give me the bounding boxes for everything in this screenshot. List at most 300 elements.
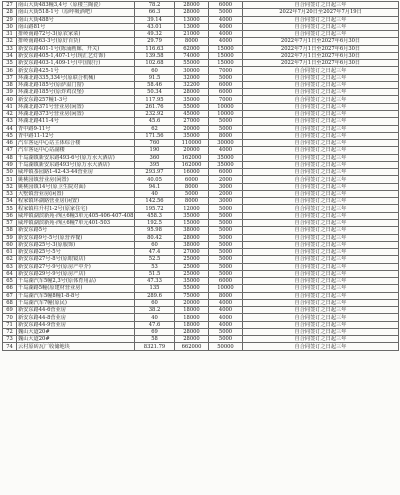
address-cell: 青中路9-11号 [17,125,135,132]
deposit-cell: 4000 [209,147,243,154]
row-number-cell: 58 [3,227,17,234]
address-cell: 威坪镇茶园路1-42-43-44营业房 [17,169,135,176]
starting-price-cell: 162000 [175,154,209,161]
address-cell: 环湖北路335,334号(原联合机械) [17,74,135,81]
starting-price-cell: 25000 [175,270,209,277]
table-row [3,307,399,314]
address-cell: 千岛湖汽车5幢8幢1-8-8号 [17,292,135,299]
lease-term-cell: 自合同签订之日起三年 [243,198,399,205]
address-cell: 汽车客运中心站副楼 [17,147,135,154]
row-number-cell: 53 [3,190,17,197]
table-row [3,31,399,38]
area-cell: 29.79 [135,38,175,45]
area-cell: 293.97 [135,169,175,176]
lease-term-cell: 自合同签订之日起三年 [243,249,399,256]
starting-price-cell: 13000 [175,23,209,30]
area-cell: 45.6 [135,118,175,125]
table-row [3,270,399,277]
area-cell: 47.33 [135,278,175,285]
row-number-cell: 56 [3,212,17,219]
table-row [3,161,399,168]
address-cell: 千岛湖汽车7幢(原民) [17,299,135,306]
deposit-cell: 5000 [209,336,243,343]
address-cell: 新安东路425-1号 [17,67,135,74]
starting-price-cell: 62000 [175,45,209,52]
starting-price-cell: 35000 [175,278,209,285]
deposit-cell: 5000 [209,328,243,335]
address-cell: 汽车客运中心站主体综合楼 [17,140,135,147]
deposit-cell: 5000 [209,256,243,263]
lease-term-cell: 自合同签订之日起三年 [243,125,399,132]
address-cell: 新安东路27号-8号(原眼镜店) [17,256,135,263]
area-cell: 40 [135,190,175,197]
table-row [3,212,399,219]
starting-price-cell: 32200 [175,81,209,88]
address-cell: 大墅镇营业房(闲置) [17,190,135,197]
table-row [3,2,399,9]
address-cell: 环湖北路185号(原炸鸡汉堡) [17,89,135,96]
lease-term-cell: 自合同签订之日起三年 [243,147,399,154]
table-row [3,110,399,117]
lease-term-cell: 自合同签订之日起三年 [243,256,399,263]
starting-price-cell: 38000 [175,227,209,234]
lease-term-cell: 自合同签订之日起三年 [243,299,399,306]
row-number-cell: 72 [3,328,17,335]
address-cell: 南山大街518-1号（原呼吸酒吧） [17,9,135,16]
row-number-cell: 33 [3,45,17,52]
deposit-cell: 6000 [209,89,243,96]
deposit-cell: 5000 [209,249,243,256]
starting-price-cell: 28000 [175,9,209,16]
deposit-cell: 4000 [209,321,243,328]
lease-term-cell: 2022年7月1日至2027年6月30日 [243,38,399,45]
starting-price-cell: 28000 [175,336,209,343]
deposit-cell: 4000 [209,23,243,30]
area-cell: 39.14 [135,16,175,23]
starting-price-cell: 110000 [175,140,209,147]
deposit-cell: 5000 [209,74,243,81]
lease-term-cell: 自合同签订之日起三年 [243,263,399,270]
deposit-cell: 4000 [209,38,243,45]
area-cell: 38.2 [135,307,175,314]
area-cell: 60 [135,241,175,248]
area-cell: 49.32 [135,31,175,38]
address-cell: 新安东路401-1号(陈涌画廊、开关) [17,45,135,52]
deposit-cell: 4000 [209,16,243,23]
table-row [3,81,399,88]
row-number-cell: 42 [3,110,17,117]
address-cell: 环湖北路373号营业房(闲置) [17,110,135,117]
row-number-cell: 61 [3,249,17,256]
lease-term-cell: 2022年7月1日至2027年6月30日 [243,52,399,59]
table-row [3,96,399,103]
area-cell: 53 [135,263,175,270]
starting-price-cell: 30000 [175,67,209,74]
lease-term-cell: 自合同签订之日起三年 [243,212,399,219]
starting-price-cell: 35000 [175,132,209,139]
deposit-cell: 4000 [209,307,243,314]
starting-price-cell: 12000 [175,205,209,212]
starting-price-cell: 45000 [175,110,209,117]
area-cell: 102.68 [135,60,175,67]
row-number-cell: 43 [3,118,17,125]
lease-term-cell: 自合同签订之日起三年 [243,307,399,314]
starting-price-cell: 35000 [175,96,209,103]
address-cell: 魏山大道20# [17,336,135,343]
address-cell: 千岛湖汽车5幢2,3号(原体育用品) [17,278,135,285]
lease-term-cell: 自合同签订之日起三年 [243,2,399,9]
starting-price-cell: 662000 [175,343,209,350]
row-number-cell: 37 [3,74,17,81]
row-number-cell: 28 [3,9,17,16]
starting-price-cell: 18000 [175,314,209,321]
area-cell: 142.56 [135,198,175,205]
starting-price-cell: 8000 [175,183,209,190]
row-number-cell: 48 [3,154,17,161]
table-row [3,89,399,96]
starting-price-cell: 162000 [175,161,209,168]
deposit-cell: 5000 [209,219,243,226]
address-cell: 新安东路25号-5号 [17,249,135,256]
row-number-cell: 27 [3,2,17,9]
row-number-cell: 64 [3,270,17,277]
row-number-cell: 51 [3,176,17,183]
address-cell: 新安东路403-1,409-1号(中国银行) [17,60,135,67]
address-cell: 新安东路44-9营业房 [17,321,135,328]
row-number-cell: 30 [3,23,17,30]
deposit-cell: 4000 [209,31,243,38]
area-cell: 95.98 [135,227,175,234]
address-cell: 南山大街483幢3,4号（原楼兰陶瓷） [17,2,135,9]
lease-term-cell: 自合同签订之日起三年 [243,336,399,343]
address-cell: 姚桃园镇营业房(闲置) [17,176,135,183]
starting-price-cell: 20000 [175,125,209,132]
row-number-cell: 73 [3,336,17,343]
area-cell: 58 [135,336,175,343]
deposit-cell: 35000 [209,154,243,161]
lease-term-cell: 自合同签订之日起三年 [243,161,399,168]
area-cell: 135 [135,285,175,292]
starting-price-cell: 55000 [175,285,209,292]
area-cell: 80.42 [135,234,175,241]
table-row [3,169,399,176]
deposit-cell: 3000 [209,198,243,205]
address-cell: 魏山大道20# [17,328,135,335]
table-row [3,45,399,52]
row-number-cell: 49 [3,161,17,168]
table-row [3,147,399,154]
lease-term-cell: 自合同签订之日起三年 [243,234,399,241]
lease-term-cell: 自合同签订之日起三年 [243,227,399,234]
deposit-cell: 5000 [209,9,243,16]
area-cell: 261.76 [135,103,175,110]
deposit-cell: 10000 [209,103,243,110]
row-number-cell: 29 [3,16,17,23]
row-number-cell: 60 [3,241,17,248]
property-rental-table [2,1,399,351]
lease-term-cell: 自合同签订之日起三年 [243,16,399,23]
table-body [3,2,399,351]
lease-term-cell: 自合同签订之日起三年 [243,219,399,226]
deposit-cell: 2000 [209,190,243,197]
address-cell: 新安东路27号-9号(原房产中介) [17,263,135,270]
row-number-cell: 32 [3,38,17,45]
table-row [3,249,399,256]
starting-price-cell: 32000 [175,74,209,81]
starting-price-cell: 25000 [175,256,209,263]
area-cell: 40.05 [135,176,175,183]
area-cell: 192.5 [135,219,175,226]
starting-price-cell: 75000 [175,292,209,299]
table-row [3,38,399,45]
table-row [3,60,399,67]
area-cell: 458.3 [135,212,175,219]
deposit-cell: 35000 [209,161,243,168]
area-cell: 395 [135,161,175,168]
area-cell: 62 [135,125,175,132]
deposit-cell: 6000 [209,278,243,285]
deposit-cell: 8000 [209,292,243,299]
lease-term-cell: 自合同签订之日起三年 [243,292,399,299]
lease-term-cell: 自合同签订之日起三年 [243,285,399,292]
starting-price-cell: 6000 [175,176,209,183]
row-number-cell: 39 [3,89,17,96]
area-cell: 360 [135,154,175,161]
area-cell: 52.5 [135,256,175,263]
area-cell: 139.58 [135,52,175,59]
table-row [3,103,399,110]
table-row [3,299,399,306]
deposit-cell: 50000 [209,343,243,350]
deposit-cell: 2000 [209,176,243,183]
address-cell: 南山路81号 [17,23,135,30]
row-number-cell: 31 [3,31,17,38]
lease-term-cell: 自合同签订之日起三年 [243,343,399,350]
lease-term-cell: 自合同签订之日起三年 [243,110,399,117]
deposit-cell: 5000 [209,234,243,241]
row-number-cell: 40 [3,96,17,103]
deposit-cell: 5000 [209,263,243,270]
lease-term-cell: 自合同签订之日起三年 [243,278,399,285]
area-cell: 40 [135,314,175,321]
area-cell: 94.1 [135,183,175,190]
table-row [3,140,399,147]
row-number-cell: 52 [3,183,17,190]
area-cell: 47.6 [135,321,175,328]
table-row [3,263,399,270]
address-cell: 新安东路29号-9号(原房产店) [17,270,135,277]
starting-price-cell: 27000 [175,249,209,256]
row-number-cell: 34 [3,52,17,59]
lease-term-cell: 自合同签订之日起三年 [243,23,399,30]
address-cell: 新安东路405-1,407-1号(现汇艺灯饰) [17,52,135,59]
table-row [3,292,399,299]
table-row [3,118,399,125]
deposit-cell: 5000 [209,241,243,248]
deposit-cell: 30000 [209,140,243,147]
lease-term-cell: 自合同签订之日起三年 [243,89,399,96]
table-row [3,183,399,190]
lease-term-cell: 2022年7月20日至2027年7月19日 [243,9,399,16]
row-number-cell: 62 [3,256,17,263]
area-cell: 58.46 [135,81,175,88]
address-cell: 姚桃园镇14号(原卫生院对面) [17,183,135,190]
starting-price-cell: 20000 [175,147,209,154]
lease-term-cell: 自合同签订之日起三年 [243,176,399,183]
lease-term-cell: 自合同签订之日起三年 [243,205,399,212]
area-cell: 51.5 [135,270,175,277]
table-row [3,9,399,16]
lease-term-cell: 自合同签订之日起三年 [243,132,399,139]
deposit-cell: 10000 [209,285,243,292]
address-cell: 威坪镇湖滨新苑·西区6幢3单元405-406-407-408 [18,212,134,219]
row-number-cell: 36 [3,67,17,74]
row-number-cell: 71 [3,321,17,328]
row-number-cell: 70 [3,314,17,321]
address-cell: 千岛湖镇新安东路493号(原万水大酒店) [17,161,135,168]
deposit-cell: 5000 [209,270,243,277]
starting-price-cell: 15000 [175,219,209,226]
lease-term-cell: 自合同签订之日起三年 [243,270,399,277]
table-row [3,336,399,343]
lease-term-cell: 自合同签订之日起三年 [243,154,399,161]
area-cell: 60 [135,299,175,306]
row-number-cell: 65 [3,278,17,285]
lease-term-cell: 自合同签订之日起三年 [243,118,399,125]
area-cell: 195.72 [135,205,175,212]
lease-term-cell: 自合同签订之日起三年 [243,31,399,38]
area-cell: 760 [135,140,175,147]
table-row [3,198,399,205]
deposit-cell: 15000 [209,45,243,52]
starting-price-cell: 28000 [175,234,209,241]
area-cell: 60 [135,67,175,74]
lease-term-cell: 自合同签订之日起三年 [243,140,399,147]
address-cell: 青中路11-12号 [17,132,135,139]
starting-price-cell: 5000 [175,190,209,197]
lease-term-cell: 自合同签订之日起三年 [243,74,399,81]
starting-price-cell: 28000 [175,89,209,96]
area-cell: 8321.79 [135,343,175,350]
table-row [3,328,399,335]
table-row [3,190,399,197]
lease-term-cell: 自合同签订之日起三年 [243,96,399,103]
starting-price-cell: 25000 [175,263,209,270]
row-number-cell: 68 [3,299,17,306]
deposit-cell: 6000 [209,169,243,176]
row-number-cell: 54 [3,198,17,205]
area-cell: 116.63 [135,45,175,52]
deposit-cell: 6000 [209,2,243,9]
address-cell: 新安东路44-8营业房 [17,314,135,321]
lease-term-cell: 自合同签订之日起三年 [243,67,399,74]
table-row [3,52,399,59]
lease-term-cell: 2022年7月1日至2027年6月30日 [243,45,399,52]
address-cell: 新安东路9号-5号(原营养餐) [17,234,135,241]
starting-price-cell: 55000 [175,60,209,67]
address-cell: 新安东路44-6营业房 [17,307,135,314]
starting-price-cell: 74000 [175,52,209,59]
address-cell: 南山大街488号 [17,16,135,23]
lease-term-cell: 2022年7月1日至2027年6月30日 [243,60,399,67]
table-row [3,23,399,30]
row-number-cell: 57 [3,219,17,226]
area-cell: 289.6 [135,292,175,299]
starting-price-cell: 18000 [175,321,209,328]
table-row [3,241,399,248]
address-cell: 新安东路5号 [17,227,135,234]
starting-price-cell: 8000 [175,198,209,205]
table-row [3,125,399,132]
address-cell: 千岛湖镇新安东路493-6号(原万水大酒店) [17,154,135,161]
address-cell: 环湖北路371号营业房(闲置) [17,103,135,110]
address-cell: 云村原砖瓦厂收储地块 [17,343,135,350]
table-row [3,314,399,321]
row-number-cell: 35 [3,60,17,67]
table-row [3,205,399,212]
area-cell: 66.3 [135,9,175,16]
area-cell: 50.34 [135,89,175,96]
lease-term-cell: 自合同签订之日起三年 [243,169,399,176]
deposit-cell: 15000 [209,52,243,59]
table-row [3,256,399,263]
row-number-cell: 63 [3,263,17,270]
row-number-cell: 44 [3,125,17,132]
starting-price-cell: 38000 [175,241,209,248]
area-cell: 91.5 [135,74,175,81]
area-cell: 171.56 [135,132,175,139]
deposit-cell: 7000 [209,96,243,103]
deposit-cell: 4000 [209,314,243,321]
table-row [3,285,399,292]
address-cell: 程家镇环湖路营业房(闲置) [17,198,135,205]
deposit-cell: 5000 [209,227,243,234]
area-cell: 47.4 [135,249,175,256]
deposit-cell: 5000 [209,125,243,132]
address-cell: 威坪镇湖滨新苑·西区6幢7单元401-503 [17,219,135,226]
area-cell: 43.01 [135,23,175,30]
address-cell: 排岭南路63-3号(原好百货) [17,38,135,45]
table-row [3,67,399,74]
area-cell: 190 [135,147,175,154]
lease-term-cell: 自合同签订之日起三年 [243,190,399,197]
area-cell: 232.92 [135,110,175,117]
row-number-cell: 50 [3,169,17,176]
deposit-cell: 4000 [209,299,243,306]
address-cell: 新安东路257幢1-3号 [17,96,135,103]
starting-price-cell: 18000 [175,307,209,314]
row-number-cell: 66 [3,285,17,292]
lease-term-cell: 自合同签订之日起三年 [243,328,399,335]
deposit-cell: 5000 [209,212,243,219]
deposit-cell: 6000 [209,81,243,88]
lease-term-cell: 自合同签订之日起三年 [243,241,399,248]
row-number-cell: 55 [3,205,17,212]
address-cell: 程家镇柱升村1-2号(原家住宅) [17,205,135,212]
row-number-cell: 38 [3,81,17,88]
starting-price-cell: 28000 [175,328,209,335]
row-number-cell: 59 [3,234,17,241]
table-row [3,16,399,23]
address-cell: 排岭南路72号-3(原农家菜) [17,31,135,38]
table-row [3,74,399,81]
area-cell: 69 [135,328,175,335]
starting-price-cell: 16000 [175,169,209,176]
starting-price-cell: 27000 [175,118,209,125]
table-row [3,227,399,234]
table-row [3,176,399,183]
deposit-cell: 5000 [209,118,243,125]
